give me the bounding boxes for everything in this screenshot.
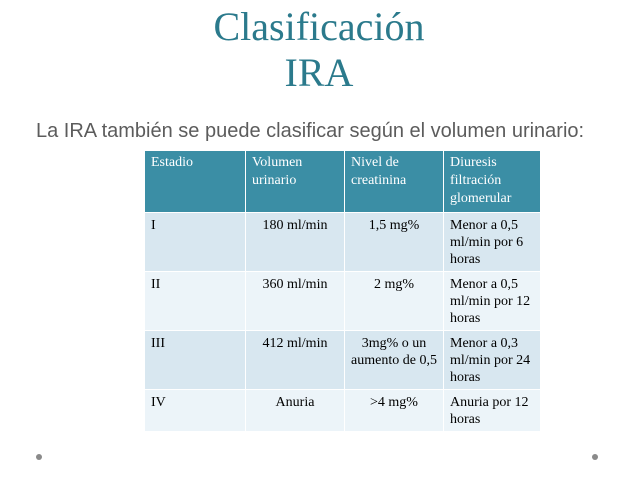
cell-volumen: 180 ml/min bbox=[246, 213, 345, 272]
title-line-2: IRA bbox=[284, 50, 354, 95]
cell-volumen: 412 ml/min bbox=[246, 331, 345, 390]
cell-estadio: I bbox=[145, 213, 246, 272]
cell-creatinina: 2 mg% bbox=[345, 272, 444, 331]
table-row bbox=[145, 213, 541, 272]
slide-title bbox=[0, 4, 638, 96]
header-nivel-creatinina: Nivel de creatinina bbox=[345, 151, 444, 213]
cell-diuresis: Anuria por 12 horas bbox=[444, 390, 541, 432]
table-row bbox=[145, 390, 541, 432]
table-row bbox=[145, 331, 541, 390]
header-estadio: Estadio bbox=[145, 151, 246, 213]
cell-diuresis: Menor a 0,5 ml/min por 6 horas bbox=[444, 213, 541, 272]
cell-creatinina: 1,5 mg% bbox=[345, 213, 444, 272]
cell-creatinina: >4 mg% bbox=[345, 390, 444, 432]
cell-estadio: IV bbox=[145, 390, 246, 432]
table-row bbox=[145, 272, 541, 331]
cell-estadio: II bbox=[145, 272, 246, 331]
bullet-dot-left bbox=[36, 454, 42, 460]
bullet-dot-right bbox=[592, 454, 598, 460]
table-header-row bbox=[145, 151, 541, 213]
cell-estadio: III bbox=[145, 331, 246, 390]
cell-diuresis: Menor a 0,5 ml/min por 12 horas bbox=[444, 272, 541, 331]
title-line-1: Clasificación bbox=[213, 4, 425, 49]
cell-volumen: Anuria bbox=[246, 390, 345, 432]
header-volumen-urinario: Volumen urinario bbox=[246, 151, 345, 213]
cell-volumen: 360 ml/min bbox=[246, 272, 345, 331]
intro-text: La IRA también se puede clasificar según el volumen urinario: bbox=[36, 120, 585, 142]
header-diuresis: Diuresis filtración glomerular bbox=[444, 151, 541, 213]
ira-classification-table bbox=[144, 150, 541, 432]
cell-diuresis: Menor a 0,3 ml/min por 24 horas bbox=[444, 331, 541, 390]
cell-creatinina: 3mg% o un aumento de 0,5 bbox=[345, 331, 444, 390]
